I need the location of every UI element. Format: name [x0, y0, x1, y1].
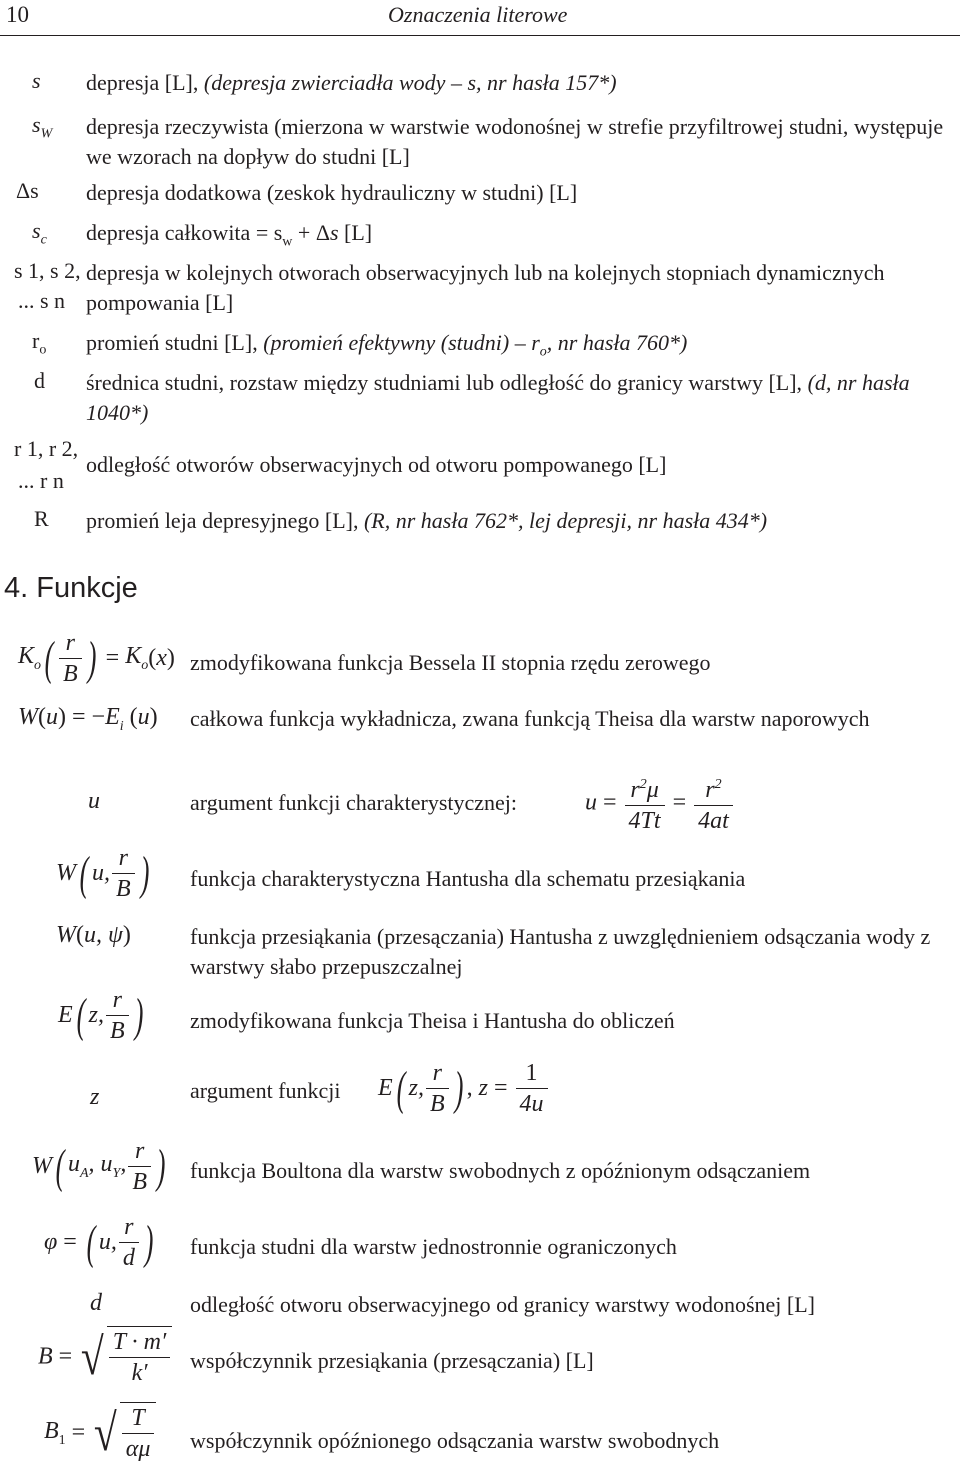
symbol-s1-sn-line2: ... s n: [18, 288, 66, 313]
formula-boulton: W( $u_A$, $u_Y$, $\frac{r}{B}$ ): [32, 1138, 166, 1195]
desc-d: średnica studni, rozstaw między studniami lub odległość do granicy warstwy [L], (d, nr hasła 1040*): [86, 370, 910, 425]
formula-z: z: [90, 1084, 100, 1110]
desc-B1: współczynnik opóźnionego odsączania warstw swobodnych: [190, 1428, 720, 1453]
formula-d: d: [90, 1290, 102, 1316]
symbol-sc: $s_c$: [32, 218, 47, 248]
formula-B: B = √ $\frac{T \cdot m'}{k'}$: [38, 1326, 172, 1388]
desc-boulton: funkcja Boultona dla warstw swobodnych z opóźnionym odsączaniem: [190, 1158, 811, 1183]
page-number: 10: [6, 2, 29, 27]
formula-bessel: $K_o$( $\frac{r}{B}$ ) = $K_o(x)$: [18, 630, 175, 687]
desc-d2: odległość otworu obserwacyjnego od granicy warstwy wodonośnej [L]: [190, 1292, 816, 1317]
formula-B1: $B_1$ = √ $\frac{T}{\alpha\mu}$: [44, 1402, 156, 1464]
desc-R: promień leja depresyjnego [L], (R, nr hasła 762*, lej depresji, nr hasła 434*): [86, 508, 768, 533]
header-rule: [0, 35, 960, 36]
desc-theis: całkowa funkcja wykładnicza, zwana funkcją Theisa dla warstw naporowych: [190, 706, 870, 731]
desc-r1-rn: odległość otworów obserwacyjnych od otworu pompowanego [L]: [86, 452, 667, 477]
desc-sw: depresja rzeczywista (mierzona w warstwie wodonośnej w strefie przyfiltrowej studni, występuje we wzorach na dopływ do studni [L]: [86, 114, 944, 169]
running-header: Oznaczenia literowe: [388, 2, 568, 27]
formula-hantush: W( u, $\frac{r}{B}$ ): [56, 845, 150, 902]
desc-B: współczynnik przesiąkania (przesączania) [L]: [190, 1348, 594, 1373]
formula-phi: φ = ( u, $\frac{r}{d}$ ): [44, 1214, 154, 1271]
formula-e: E( z, $\frac{r}{B}$ ): [58, 987, 144, 1044]
section-title: 4. Funkcje: [4, 572, 138, 604]
desc-bessel: zmodyfikowana funkcja Bessela II stopnia rzędu zerowego: [190, 650, 711, 675]
symbol-s1-sn-line1: s 1, s 2,: [14, 258, 81, 283]
desc-s: depresja [L], (depresja zwierciadła wody – s, nr hasła 157*): [86, 70, 617, 95]
symbol-delta-s: Δs: [16, 178, 39, 203]
symbol-sw: $s_W$: [32, 112, 53, 142]
symbol-R: R: [34, 506, 49, 531]
desc-hantush: funkcja charakterystyczna Hantusha dla schematu przesiąkania: [190, 866, 746, 891]
formula-w-psi: W(u, ψ): [56, 922, 131, 948]
symbol-r1-rn-line2: ... r n: [18, 468, 64, 493]
desc-z: argument funkcji: [190, 1078, 341, 1103]
desc-e: zmodyfikowana funkcja Theisa i Hantusha do obliczeń: [190, 1008, 675, 1033]
symbol-ro: $r_o$: [32, 328, 47, 358]
desc-s1-sn: depresja w kolejnych otworach obserwacyjnych lub na kolejnych stopniach dynamicznych pompowania [L]: [86, 260, 885, 315]
desc-delta-s: depresja dodatkowa (zeskok hydrauliczny w studni) [L]: [86, 180, 578, 205]
desc-w-psi: funkcja przesiąkania (przesączania) Hantusha z uwzględnieniem odsączania wody z warstwy słabo przepuszczalnej: [190, 924, 931, 979]
desc-sc: depresja całkowita = $s_w + \Delta s$ [L]: [86, 220, 373, 250]
formula-theis: $W(u) = -E_i$ (u): [18, 704, 158, 734]
symbol-r1-rn-line1: r 1, r 2,: [14, 436, 79, 461]
desc-ro: promień studni [L], (promień efektywny (studni) – $r_o$, nr hasła 760*): [86, 330, 688, 360]
formula-z-definition: E( z, $\frac{r}{B}$ ) , z = $\frac{1}{4u}$: [378, 1058, 550, 1119]
desc-u: argument funkcji charakterystycznej:: [190, 790, 518, 815]
desc-phi: funkcja studni dla warstw jednostronnie ograniczonych: [190, 1234, 677, 1259]
formula-u-definition: u = $\frac{r^2\mu}{4Tt}$ = $\frac{r^2}{4at}$: [585, 770, 735, 836]
formula-u: u: [88, 788, 100, 814]
symbol-d: d: [34, 368, 45, 393]
symbol-s: s: [32, 68, 41, 93]
